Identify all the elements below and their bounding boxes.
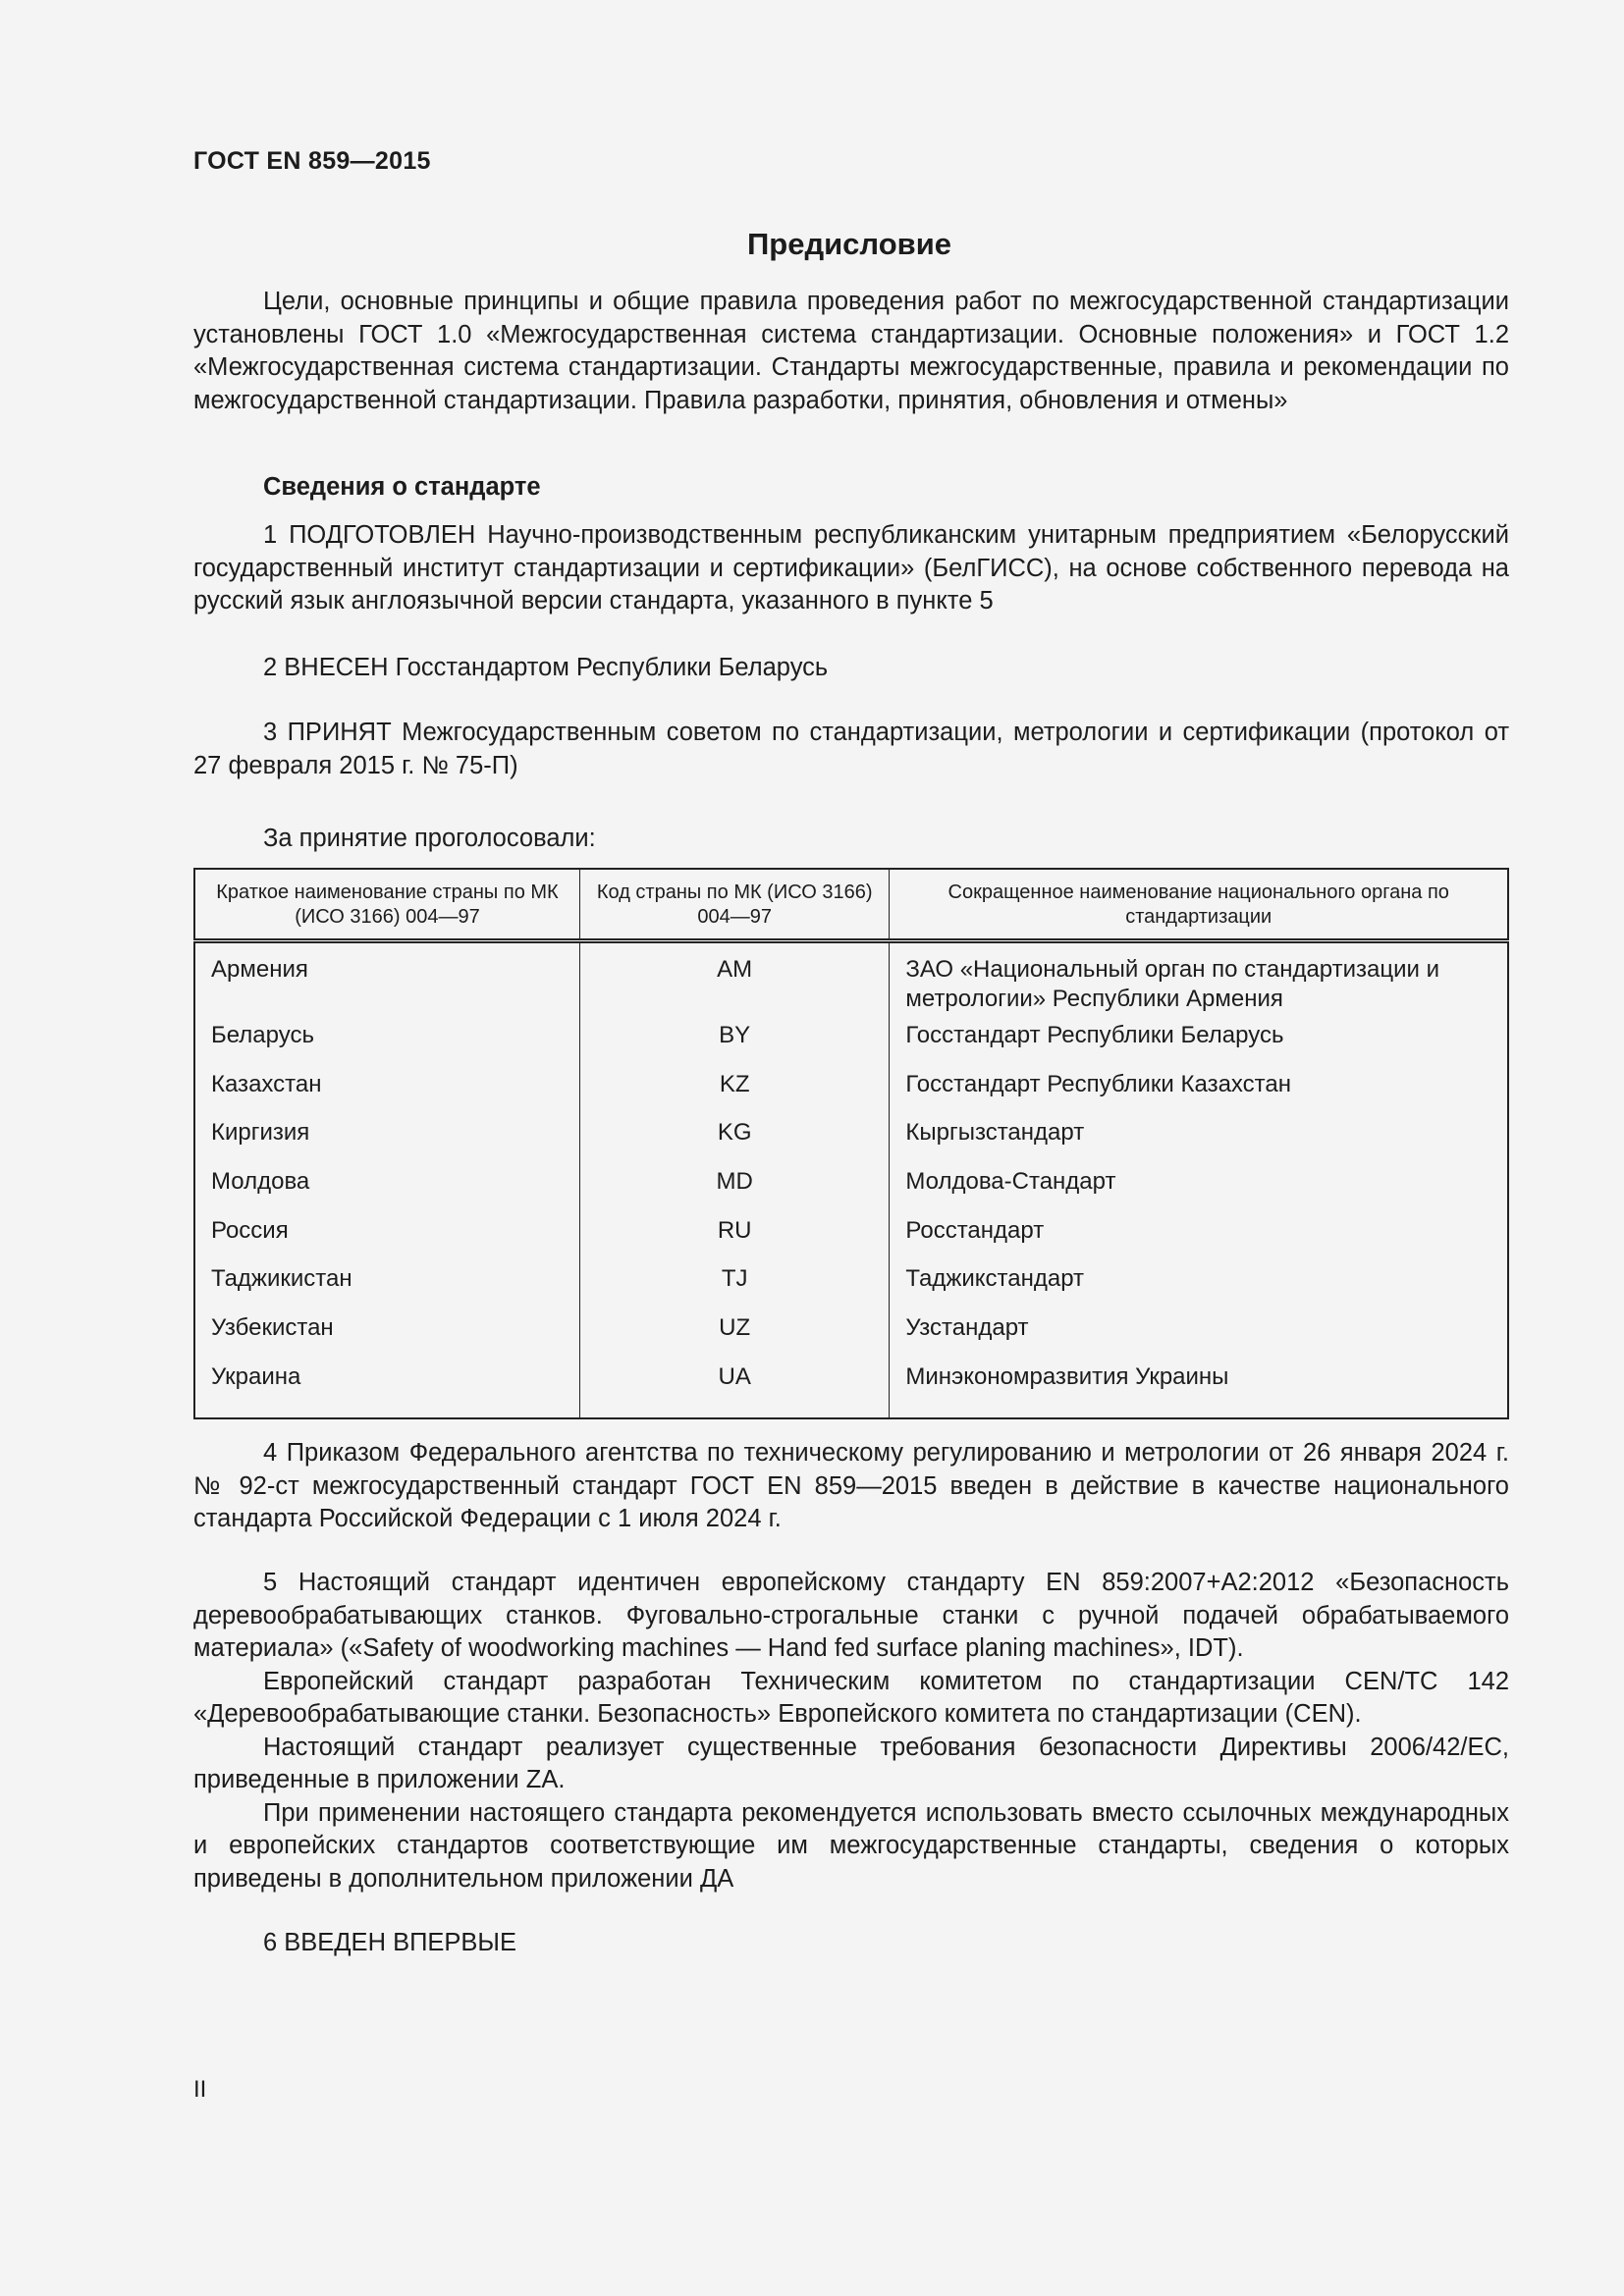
table-row — [194, 1264, 1508, 1313]
item-6-text: 6 ВВЕДЕН ВПЕРВЫЕ — [263, 1929, 517, 1956]
table-row — [194, 941, 1508, 1022]
cell-code: BY — [579, 1021, 889, 1070]
cell-country: Украина — [194, 1362, 579, 1418]
table-header-row — [194, 869, 1508, 941]
cell-body: Госстандарт Республики Казахстан — [905, 1070, 1291, 1097]
svedenia-heading: Сведения о стандарте — [263, 473, 541, 501]
page-title: Предисловие — [746, 227, 951, 261]
votes-table — [193, 868, 1509, 1419]
cell-country: Молдова — [194, 1167, 579, 1216]
item-2-text: 2 ВНЕСЕН Госстандартом Республики Беларусь — [263, 654, 829, 681]
cell-code: UZ — [579, 1313, 889, 1362]
cell-country: Россия — [194, 1216, 579, 1265]
cell-code: MD — [579, 1167, 889, 1216]
cell-body: Росстандарт — [905, 1216, 1045, 1244]
item-4-text: 4 Приказом Федерального агентства по техническому регулированию и метрологии от 26 января 2024 г. № 92-ст межгосударственный стандарт ГОСТ EN 859—2015 введен в действие в качестве национального стандарта Российской Федерации с 1 июля 2024 г. — [193, 1439, 1509, 1532]
item-3 — [193, 717, 1509, 782]
item-1-text: 1 ПОДГОТОВЛЕН Научно-производственным республиканским унитарным предприятием «Белорусский государственный институт стандартизации и сертификации» (БелГИСС), на основе собственного перевода на русский язык англоязычной версии стандарта, указанного в пункте 5 — [193, 521, 1509, 614]
cell-body: ЗАО «Национальный орган по стандартизации и метрологии» Республики Армения — [905, 956, 1439, 1012]
cell-body: Молдова-Стандарт — [905, 1168, 1116, 1196]
item-5-directive: Настоящий стандарт реализует существенные требования безопасности Директивы 2006/42/ЕС, приведенные в приложении ZA. — [193, 1733, 1509, 1793]
table-row — [194, 1362, 1508, 1418]
table-row — [194, 1070, 1508, 1119]
cell-body: Госстандарт Республики Беларусь — [905, 1022, 1284, 1048]
cell-code: UA — [579, 1362, 889, 1418]
page-number: II — [193, 2076, 207, 2103]
cell-country: Киргизия — [194, 1118, 579, 1167]
cell-country: Узбекистан — [194, 1313, 579, 1362]
header-country: Краткое наименование страны по МК (ИСО 3166) 004—97 — [194, 869, 579, 941]
cell-body: Минэкономразвития Украины — [905, 1362, 1229, 1390]
cell-code: AM — [579, 941, 889, 1022]
item-3-text: 3 ПРИНЯТ Межгосударственным советом по стандартизации, метрологии и сертификации (протокол от 27 февраля 2015 г. № 75-П) — [193, 719, 1509, 779]
cell-body: Кыргызстандарт — [905, 1119, 1085, 1147]
table-row — [194, 1216, 1508, 1265]
cell-code: KG — [579, 1118, 889, 1167]
cell-body: Узстандарт — [905, 1314, 1029, 1342]
header-body: Сокращенное наименование национального органа по стандартизации — [890, 869, 1508, 941]
document-header: ГОСТ EN 859—2015 — [193, 147, 431, 175]
table-row — [194, 1118, 1508, 1167]
svedenia-section — [193, 471, 1509, 505]
vote-intro-text: За принятие проголосовали: — [263, 825, 596, 852]
cell-code: KZ — [579, 1070, 889, 1119]
vote-intro — [193, 823, 1509, 856]
cell-body: Таджикстандарт — [905, 1265, 1085, 1293]
item-1 — [193, 519, 1509, 618]
item-5-european-standard: Европейский стандарт разработан Техническим комитетом по стандартизации CEN/TC 142 «Деревообрабатывающие станки. Безопасность» Европейского комитета по стандартизации (CEN). — [193, 1667, 1509, 1728]
cell-country: Таджикистан — [194, 1264, 579, 1313]
item-5-references: При применении настоящего стандарта рекомендуется использовать вместо ссылочных международных и европейских стандартов соответствующие им межгосударственные стандарты, сведения о которых приведены в дополнительном приложении ДА — [193, 1798, 1509, 1893]
intro-paragraph — [193, 286, 1509, 417]
item-4 — [193, 1437, 1509, 1536]
cell-country: Казахстан — [194, 1070, 579, 1119]
cell-country: Беларусь — [194, 1021, 579, 1070]
intro-text: Цели, основные принципы и общие правила проведения работ по межгосударственной стандартизации установлены ГОСТ 1.0 «Межгосударственная система стандартизации. Основные положения» и ГОСТ 1.2 «Межгосударственная система стандартизации. Стандарты межгосударственные, правила и рекомендации по межгосударственной стандартизации. Правила разработки, принятия, обновления и отмены» — [193, 288, 1509, 414]
cell-code: TJ — [579, 1264, 889, 1313]
item-2 — [193, 652, 1509, 685]
cell-country: Армения — [194, 941, 579, 1022]
table-row — [194, 1313, 1508, 1362]
table-row — [194, 1167, 1508, 1216]
item-5-text: 5 Настоящий стандарт идентичен европейскому стандарту EN 859:2007+A2:2012 «Безопасность деревообрабатывающих станков. Фуговально-строгальные станки с ручной подачей обрабатываемого материала» («Safety of woodworking machines — Hand fed surface planing machines», IDT). — [193, 1569, 1509, 1662]
item-5 — [193, 1567, 1509, 1896]
item-6 — [193, 1927, 1509, 1960]
header-code: Код страны по МК (ИСО 3166) 004—97 — [579, 869, 889, 941]
table-row — [194, 1021, 1508, 1070]
cell-code: RU — [579, 1216, 889, 1265]
